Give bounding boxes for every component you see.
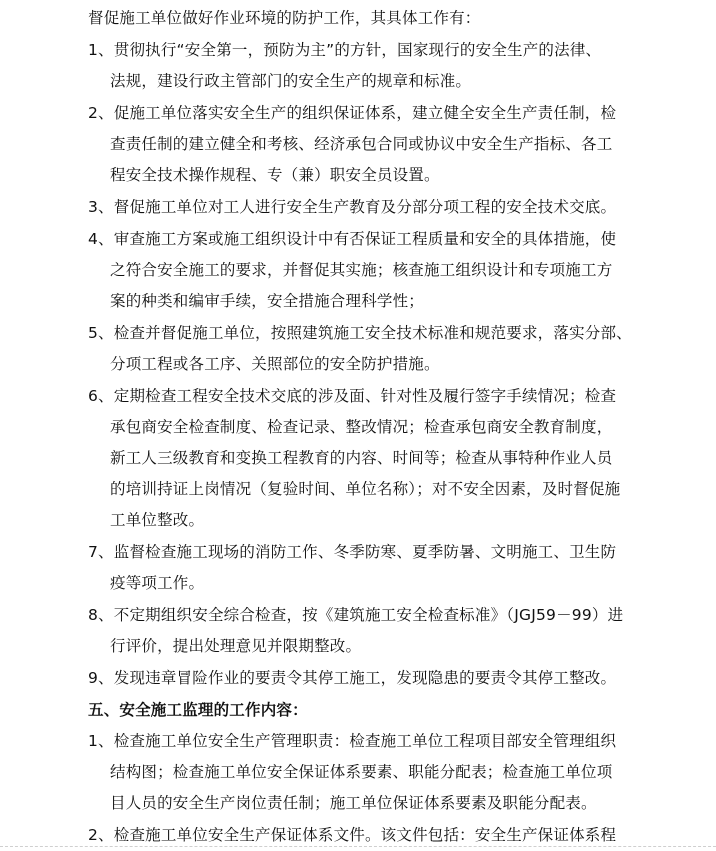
item-3-line-1: 3、督促施工单位对工人进行安全生产教育及分部分项工程的安全技术交底。: [88, 198, 617, 216]
item-6-line-2: 承包商安全检查制度、检查记录、整改情况；检查承包商安全教育制度，: [110, 418, 613, 436]
item-2-line-3: 程安全技术操作规程、专（兼）职安全员设置。: [110, 166, 440, 184]
intro-line: 督促施工单位做好作业环境的防护工作，其具体工作有：: [88, 9, 481, 27]
item-7-line-1: 7、监督检查施工现场的消防工作、冬季防寒、夏季防暑、文明施工、卫生防: [88, 543, 617, 561]
item-1-line-1: 1、贯彻执行“安全第一，预防为主”的方针，国家现行的安全生产的法律、: [88, 41, 602, 59]
item-7-line-2: 疫等项工作。: [110, 574, 205, 592]
item-9-line-1: 9、发现违章冒险作业的要责令其停工施工，发现隐患的要责令其停工整改。: [88, 669, 617, 687]
item-6-line-5: 工单位整改。: [110, 511, 205, 529]
item-8-line-2: 行评价，提出处理意见并限期整改。: [110, 637, 362, 655]
sec5-item-2-line-1: 2、检查施工单位安全生产保证体系文件。该文件包括：安全生产保证体系程: [88, 826, 617, 844]
item-4-line-3: 案的种类和编审手续，安全措施合理科学性；: [110, 292, 425, 310]
page-bottom-border: [0, 846, 716, 847]
item-8-line-1: 8、不定期组织安全综合检查，按《建筑施工安全检查标准》（JGJ59－99）进: [88, 606, 624, 624]
section-heading: 五、安全施工监理的工作内容：: [88, 701, 308, 719]
item-4-line-2: 之符合安全施工的要求，并督促其实施；核查施工组织设计和专项施工方: [110, 261, 613, 279]
item-5-line-1: 5、检查并督促施工单位，按照建筑施工安全技术标准和规范要求，落实分部、: [88, 324, 632, 342]
sec5-item-1-line-3: 目人员的安全生产岗位责任制；施工单位保证体系要素及职能分配表。: [110, 794, 597, 812]
item-4-line-1: 4、审查施工方案或施工组织设计中有否保证工程质量和安全的具体措施，使: [88, 230, 617, 248]
item-6-line-4: 的培训持证上岗情况（复验时间、单位名称）；对不安全因素，及时督促施: [110, 480, 621, 498]
item-2-line-1: 2、促施工单位落实安全生产的组织保证体系，建立健全安全生产责任制，检: [88, 104, 617, 122]
item-1-line-2: 法规，建设行政主管部门的安全生产的规章和标准。: [110, 72, 472, 90]
item-5-line-2: 分项工程或各工序、关照部位的安全防护措施。: [110, 355, 440, 373]
item-6-line-3: 新工人三级教育和变换工程教育的内容、时间等；检查从事特种作业人员: [110, 449, 613, 467]
sec5-item-1-line-1: 1、检查施工单位安全生产管理职责：检查施工单位工程项目部安全管理组织: [88, 732, 617, 750]
sec5-item-1-line-2: 结构图；检查施工单位安全保证体系要素、职能分配表；检查施工单位项: [110, 763, 613, 781]
item-6-line-1: 6、定期检查工程安全技术交底的涉及面、针对性及履行签字手续情况；检查: [88, 387, 617, 405]
item-2-line-2: 查责任制的建立健全和考核、经济承包合同或协议中安全生产指标、各工: [110, 135, 613, 153]
